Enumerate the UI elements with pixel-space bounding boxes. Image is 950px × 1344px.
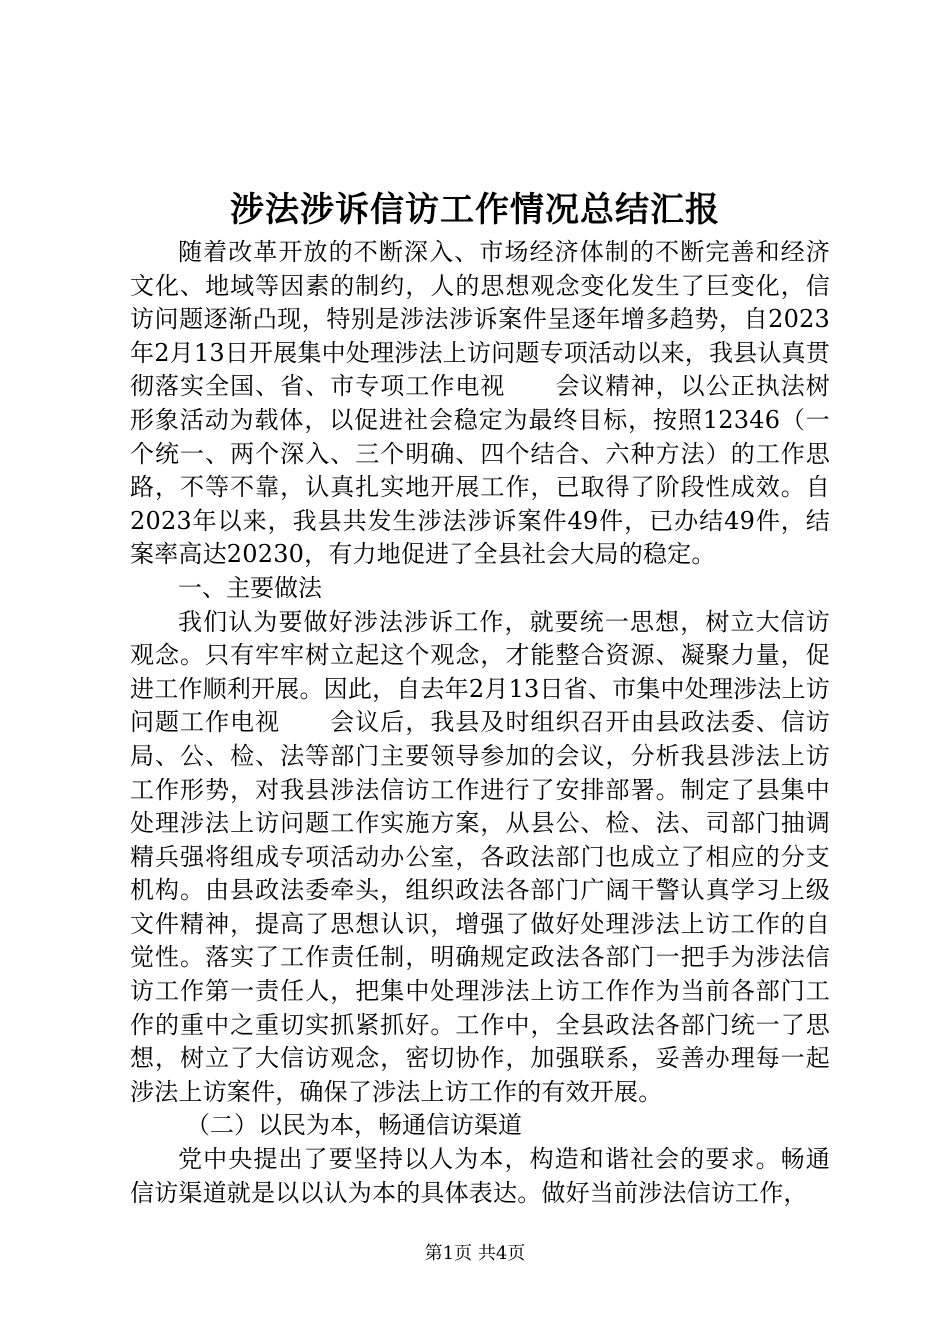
paragraph-methods: 我们认为要做好涉法涉诉工作，就要统一思想，树立大信访观念。只有牢牢树立起这个观念，才能整合资源、凝聚力量，促进工作顺利开展。因此，自去年2月13日省、市集中处理涉法上访问题工作电视 会议后，我县及时组织召开由县政法委、信访局、公、检、法等部门主要领导参加的会议，分析我县涉法上访工作形势，对我县涉法信访工作进行了安排部署。制定了县集中处理涉法上访问题工作实施方案，从县公、检、法、司部门抽调精兵强将组成专项活动办公室，各政法部门也成立了相应的分支机构。由县政法委牵头，组织政法各部门广阔干警认真学习上级文件精神，提高了思想认识，增强了做好处理涉法上访工作的自觉性。落实了工作责任制，明确规定政法各部门一把手为涉法信访工作第一责任人，把集中处理涉法上访工作作为当前各部门工作的重中之重切实抓紧抓好。工作中，全县政法各部门统一了思想，树立了大信访观念，密切协作，加强联系，妥善办理每一起涉法上访案件，确保了涉法上访工作的有效开展。	[130, 607, 830, 1106]
section-heading-people-first: （二）以民为本，畅通信访渠道	[186, 1111, 522, 1140]
paragraph-people-first: 党中央提出了要坚持以人为本，构造和谐社会的要求。畅通信访渠道就是以以认为本的具体表达。做好当前涉法信访工作，	[130, 1145, 830, 1207]
document-body	[130, 236, 830, 1210]
section-heading-main-methods: 一、主要做法	[178, 573, 322, 602]
paragraph-intro: 随着改革开放的不断深入、市场经济体制的不断完善和经济文化、地域等因素的制约，人的思想观念变化发生了巨变化，信访问题逐渐凸现，特别是涉法涉诉案件呈逐年增多趋势，自2023年2月13日开展集中处理涉法上访问题专项活动以来，我县认真贯彻落实全国、省、市专项工作电视 会议精神，以公正执法树形象活动为载体，以促进社会稳定为最终目标，按照12346（一个统一、两个深入、三个明确、四个结合、六种方法）的工作思路，不等不靠，认真扎实地开展工作，已取得了阶段性成效。自2023年以来，我县共发生涉法涉诉案件49件，已办结49件，结案率高达20230，有力地促进了全县社会大局的稳定。	[130, 238, 830, 569]
document-title: 涉法涉诉信访工作情况总结汇报	[230, 190, 720, 230]
page-footer: 第1页 共4页	[424, 1243, 526, 1264]
